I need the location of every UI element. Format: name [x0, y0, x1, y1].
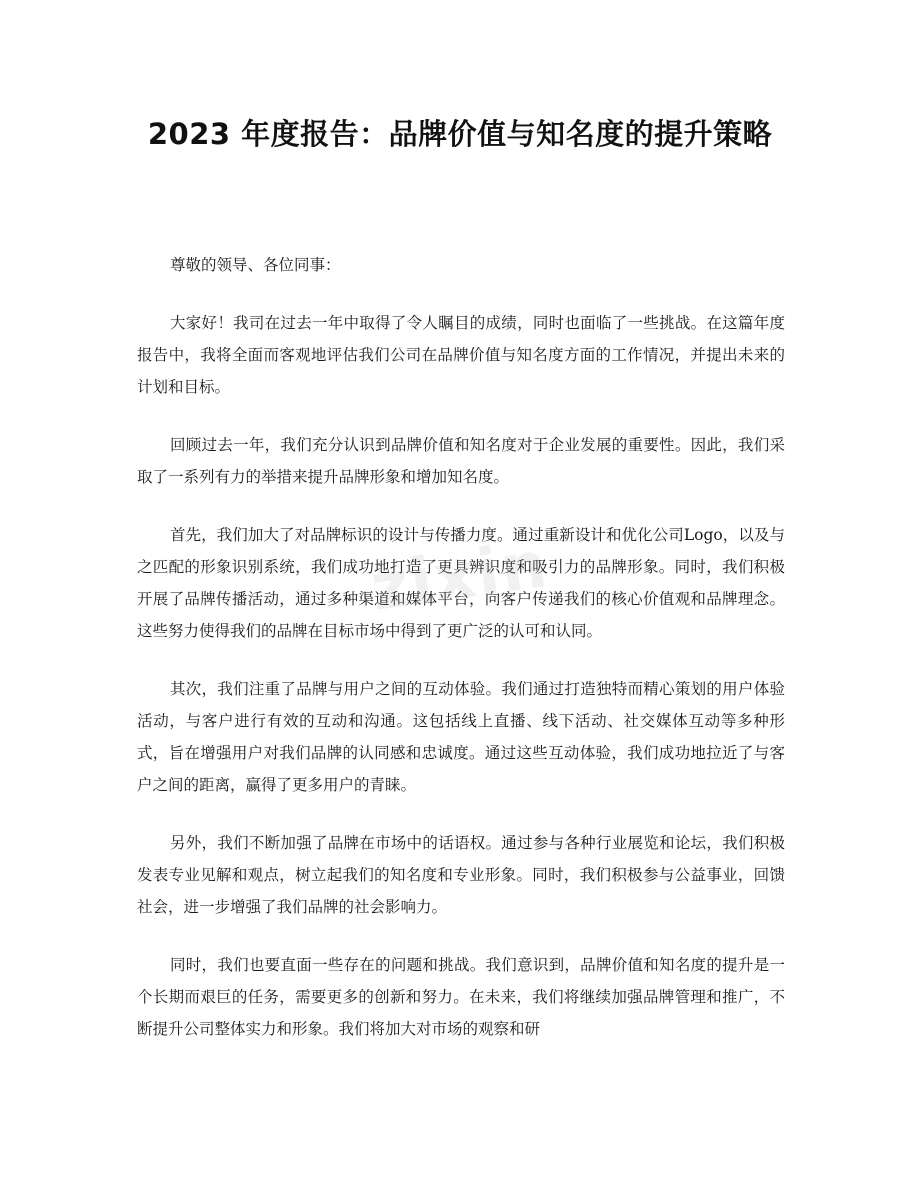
body-paragraph: 其次，我们注重了品牌与用户之间的互动体验。我们通过打造独特而精心策划的用户体验活动，与客户进行有效的互动和沟通。这包括线上直播、线下活动、社交媒体互动等多种形式，旨在增强用户对我们品牌的认同感和忠诚度。通过这些互动体验，我们成功地拉近了与客户之间的距离，赢得了更多用户的青睐。 — [137, 680, 785, 794]
salutation-paragraph: 尊敬的领导、各位同事： — [170, 256, 341, 274]
document-body — [137, 249, 785, 1071]
watermark-text: zixin — [366, 527, 554, 627]
body-paragraph: 回顾过去一年，我们充分认识到品牌价值和知名度对于企业发展的重要性。因此，我们采取了一系列有力的举措来提升品牌形象和增加知名度。 — [137, 436, 785, 486]
document-title: 2023 年度报告：品牌价值与知名度的提升策略 — [147, 117, 773, 151]
body-paragraph: 首先，我们加大了对品牌标识的设计与传播力度。通过重新设计和优化公司Logo，以及与之匹配的形象识别系统，我们成功地打造了更具辨识度和吸引力的品牌形象。同时，我们积极开展了品牌传播活动，通过多种渠道和媒体平台，向客户传递我们的核心价值观和品牌理念。这些努力使得我们的品牌在目标市场中得到了更广泛的认可和认同。 — [137, 526, 785, 640]
body-paragraph: 另外，我们不断加强了品牌在市场中的话语权。通过参与各种行业展览和论坛，我们积极发表专业见解和观点，树立起我们的知名度和专业形象。同时，我们积极参与公益事业，回馈社会，进一步增强了我们品牌的社会影响力。 — [137, 834, 785, 916]
body-paragraph: 大家好！我司在过去一年中取得了令人瞩目的成绩，同时也面临了一些挑战。在这篇年度报告中，我将全面而客观地评估我们公司在品牌价值与知名度方面的工作情况，并提出未来的计划和目标。 — [137, 314, 785, 396]
body-paragraph: 同时，我们也要直面一些存在的问题和挑战。我们意识到，品牌价值和知名度的提升是一个长期而艰巨的任务，需要更多的创新和努力。在未来，我们将继续加强品牌管理和推广，不断提升公司整体实力和形象。我们将加大对市场的观察和研 — [137, 956, 785, 1038]
